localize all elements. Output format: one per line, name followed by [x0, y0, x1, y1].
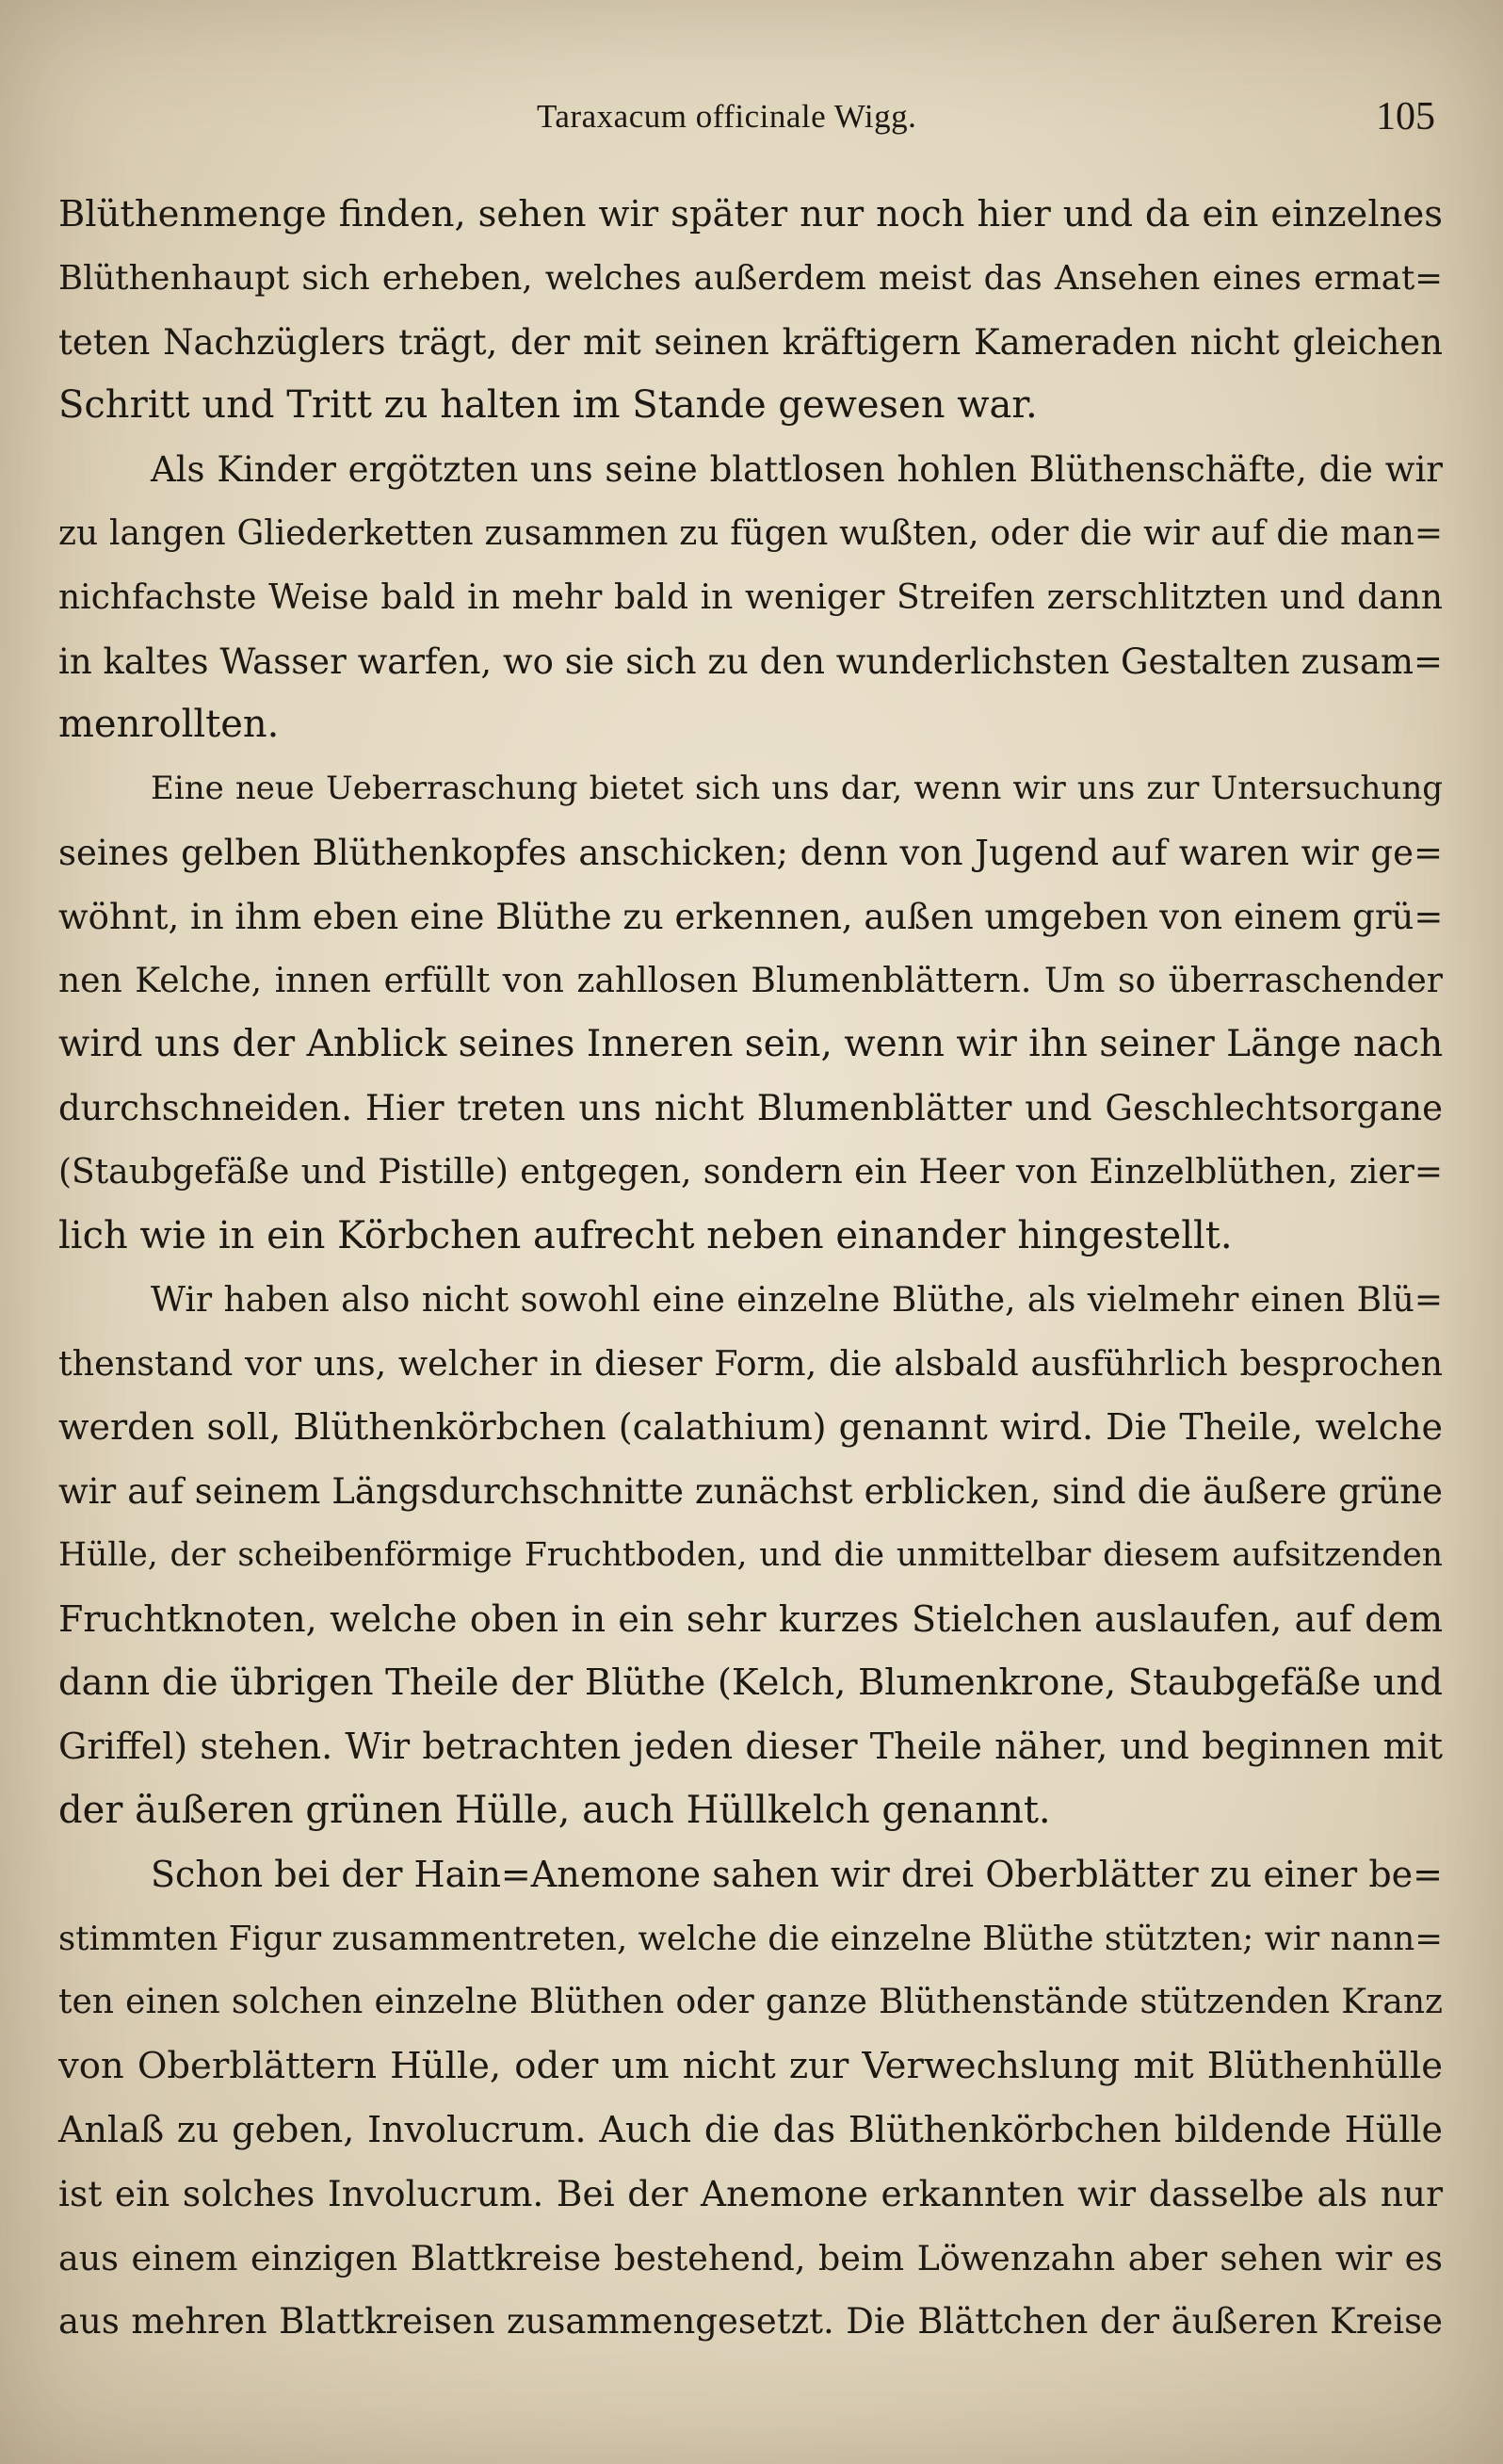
- text-line: durchschneiden. Hier treten uns nicht Blumenblätter und Geschlechtsorgane: [58, 1088, 1443, 1129]
- text-line: Schritt und Tritt zu halten im Stande gewesen war.: [58, 383, 1038, 428]
- text-line: wir auf seinem Längsdurchschnitte zunächst erblicken, sind die äußere grüne: [58, 1470, 1443, 1512]
- text-line: Als Kinder ergötzten uns seine blattlosen hohlen Blüthenschäfte, die wir: [151, 449, 1443, 491]
- text-line: aus mehren Blattkreisen zusammengesetzt. Die Blättchen der äußeren Kreise: [58, 2301, 1443, 2342]
- text-line: zu langen Gliederketten zusammen zu fügen wußten, oder die wir auf die man=: [58, 513, 1443, 553]
- text-line: werden soll, Blüthenkörbchen (calathium) genannt wird. Die Theile, welche: [58, 1406, 1443, 1449]
- text-line: Anlaß zu geben, Involucrum. Auch die das Blüthenkörbchen bildende Hülle: [58, 2108, 1443, 2150]
- text-line: aus einem einzigen Blattkreise bestehend, beim Löwenzahn aber sehen wir es: [58, 2237, 1443, 2278]
- text-line: Blüthenmenge finden, sehen wir später nur noch hier und da ein einzelnes: [58, 193, 1443, 235]
- text-line: Wir haben also nicht sowohl eine einzelne Blüthe, als vielmehr einen Blü=: [151, 1280, 1443, 1320]
- text-line: nen Kelche, innen erfüllt von zahllosen Blumenblättern. Um so überraschender: [58, 961, 1443, 1000]
- text-line: Blüthenhaupt sich erheben, welches außerdem meist das Ansehen eines ermat=: [58, 258, 1443, 298]
- running-title: Taraxacum officinale Wigg.: [537, 98, 917, 135]
- body-text: [58, 183, 1443, 2354]
- text-line: wird uns der Anblick seines Inneren sein, wenn wir ihn seiner Länge nach: [58, 1023, 1444, 1066]
- text-line: in kaltes Wasser warfen, wo sie sich zu den wunderlichsten Gestalten zusam=: [58, 640, 1443, 682]
- text-line: seines gelben Blüthenkopfes anschicken; denn von Jugend auf waren wir ge=: [58, 832, 1443, 873]
- text-line: ten einen solchen einzelne Blüthen oder ganze Blüthenstände stützenden Kranz: [58, 1983, 1443, 2022]
- text-line: thenstand vor uns, welcher in dieser Form, die alsbald ausführlich besprochen: [58, 1343, 1443, 1385]
- text-line: Hülle, der scheibenförmige Fruchtboden, und die unmittelbar diesem aufsitzenden: [58, 1535, 1443, 1574]
- text-line: lich wie in ein Körbchen aufrecht neben einander hingestellt.: [58, 1213, 1233, 1257]
- text-line: stimmten Figur zusammentreten, welche die einzelne Blüthe stützten; wir nann=: [58, 1919, 1444, 1958]
- text-line: nichfachste Weise bald in mehr bald in weniger Streifen zerschlitzten und dann: [58, 577, 1443, 617]
- page-header: [0, 94, 1503, 151]
- text-line: ist ein solches Involucrum. Bei der Anemone erkannten wir dasselbe als nur: [58, 2172, 1443, 2214]
- text-line: Eine neue Ueberraschung bietet sich uns dar, wenn wir uns zur Untersuchung: [151, 770, 1443, 808]
- text-line: Fruchtknoten, welche oben in ein sehr kurzes Stielchen auslaufen, auf dem: [58, 1597, 1443, 1640]
- text-line: wöhnt, in ihm eben eine Blüthe zu erkennen, außen umgeben von einem grü=: [58, 896, 1444, 937]
- text-line: Schon bei der Hain=Anemone sahen wir drei Oberblätter zu einer be=: [151, 1853, 1443, 1895]
- text-line: von Oberblättern Hülle, oder um nicht zur Verwechslung mit Blüthenhülle: [58, 2045, 1443, 2088]
- text-line: menrollten.: [58, 703, 280, 747]
- text-line: der äußeren grünen Hülle, auch Hüllkelch genannt.: [58, 1788, 1051, 1832]
- text-line: Griffel) stehen. Wir betrachten jeden dieser Theile näher, und beginnen mit: [58, 1726, 1443, 1768]
- text-line: teten Nachzüglers trägt, der mit seinen kräftigern Kameraden nicht gleichen: [58, 321, 1443, 363]
- text-line: dann die übrigen Theile der Blüthe (Kelch, Blumenkrone, Staubgefäße und: [58, 1662, 1443, 1705]
- text-line: (Staubgefäße und Pistille) entgegen, sondern ein Heer von Einzelblüthen, zier=: [58, 1152, 1443, 1191]
- page-number: 105: [1376, 95, 1435, 138]
